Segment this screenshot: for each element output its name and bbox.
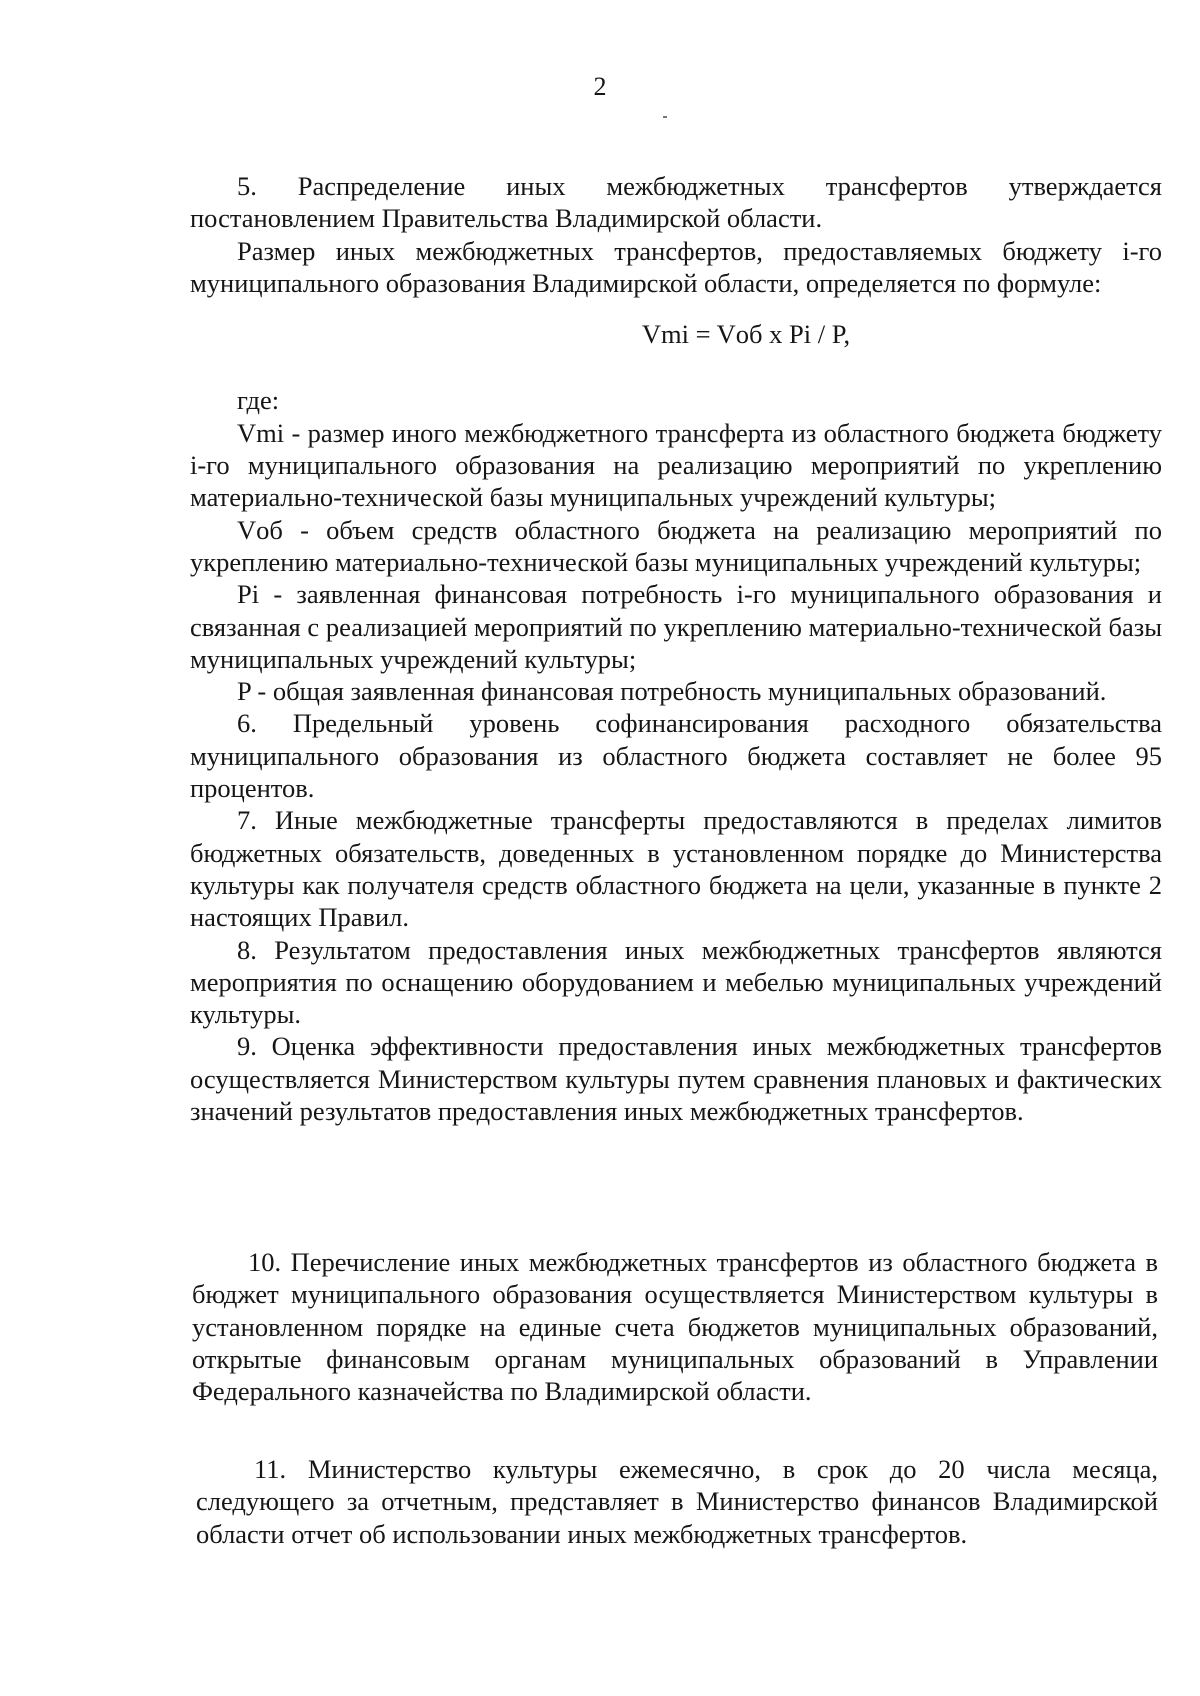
paragraph-9: 9. Оценка эффективности предоставления иных межбюджетных трансфертов осуществляется Министерством культуры путем сравнения плановых и фактических значений результатов предоставления иных межбюджетных трансфертов.	[190, 1031, 1162, 1127]
definition-p: P - общая заявленная финансовая потребность муниципальных образований.	[237, 676, 1107, 707]
definition-pi: Pi - заявленная финансовая потребность i-го муниципального образования и связанная с реализацией мероприятий по укреплению материально-технической базы муниципальных учреждений культуры;	[190, 579, 1162, 674]
scan-artifact	[663, 116, 667, 118]
paragraph-8: 8. Результатом предоставления иных межбюджетных трансфертов являются мероприятия по оснащению оборудованием и мебелью муниципальных учреждений культуры.	[190, 934, 1162, 1030]
formula: Vmi = Vоб x Pi / P,	[641, 319, 851, 350]
paragraph-size-intro: Размер иных межбюджетных трансфертов, предоставляемых бюджету i-го муниципального образования Владимирской области, определяется по формуле:	[190, 235, 1162, 298]
paragraph-7: 7. Иные межбюджетные трансферты предоставляются в пределах лимитов бюджетных обязательств, доведенных в установленном порядке до Министерства культуры как получателя средств областного бюджета на цели, указанные в пункте 2 настоящих Правил.	[190, 805, 1162, 933]
definition-vob: Vоб - объем средств областного бюджета на реализацию мероприятий по укреплению материально-технической базы муниципальных учреждений культуры;	[190, 514, 1162, 577]
paragraph-6: 6. Предельный уровень софинансирования расходного обязательства муниципального образования из областного бюджета составляет не более 95 процентов.	[190, 708, 1162, 804]
definition-vmi: Vmi - размер иного межбюджетного трансферта из областного бюджета бюджету i-го муниципального образования на реализацию мероприятий по укреплению материально-технической базы муниципальных учреждений культуры;	[190, 417, 1162, 513]
paragraph-11: 11. Министерство культуры ежемесячно, в срок до 20 числа месяца, следующего за отчетным, представляет в Министерство финансов Владимирской области отчет об использовании иных межбюджетных трансфертов.	[196, 1454, 1158, 1549]
where-label: где:	[237, 385, 280, 416]
paragraph-5: 5. Распределение иных межбюджетных трансфертов утверждается постановлением Правительства Владимирской области.	[190, 171, 1162, 234]
paragraph-11-block	[196, 1453, 1158, 1550]
paragraph-10: 10. Перечисление иных межбюджетных трансфертов из областного бюджета в бюджет муниципального образования осуществляется Министерством культуры в установленном порядке на единые счета бюджетов муниципальных образований, открытые финансовым органам муниципальных образований в Управлении Федерального казначейства по Владимирской области.	[192, 1247, 1158, 1407]
paragraph-10-block	[192, 1246, 1158, 1407]
document-body	[190, 170, 1162, 1127]
page-number: 2	[593, 72, 607, 101]
